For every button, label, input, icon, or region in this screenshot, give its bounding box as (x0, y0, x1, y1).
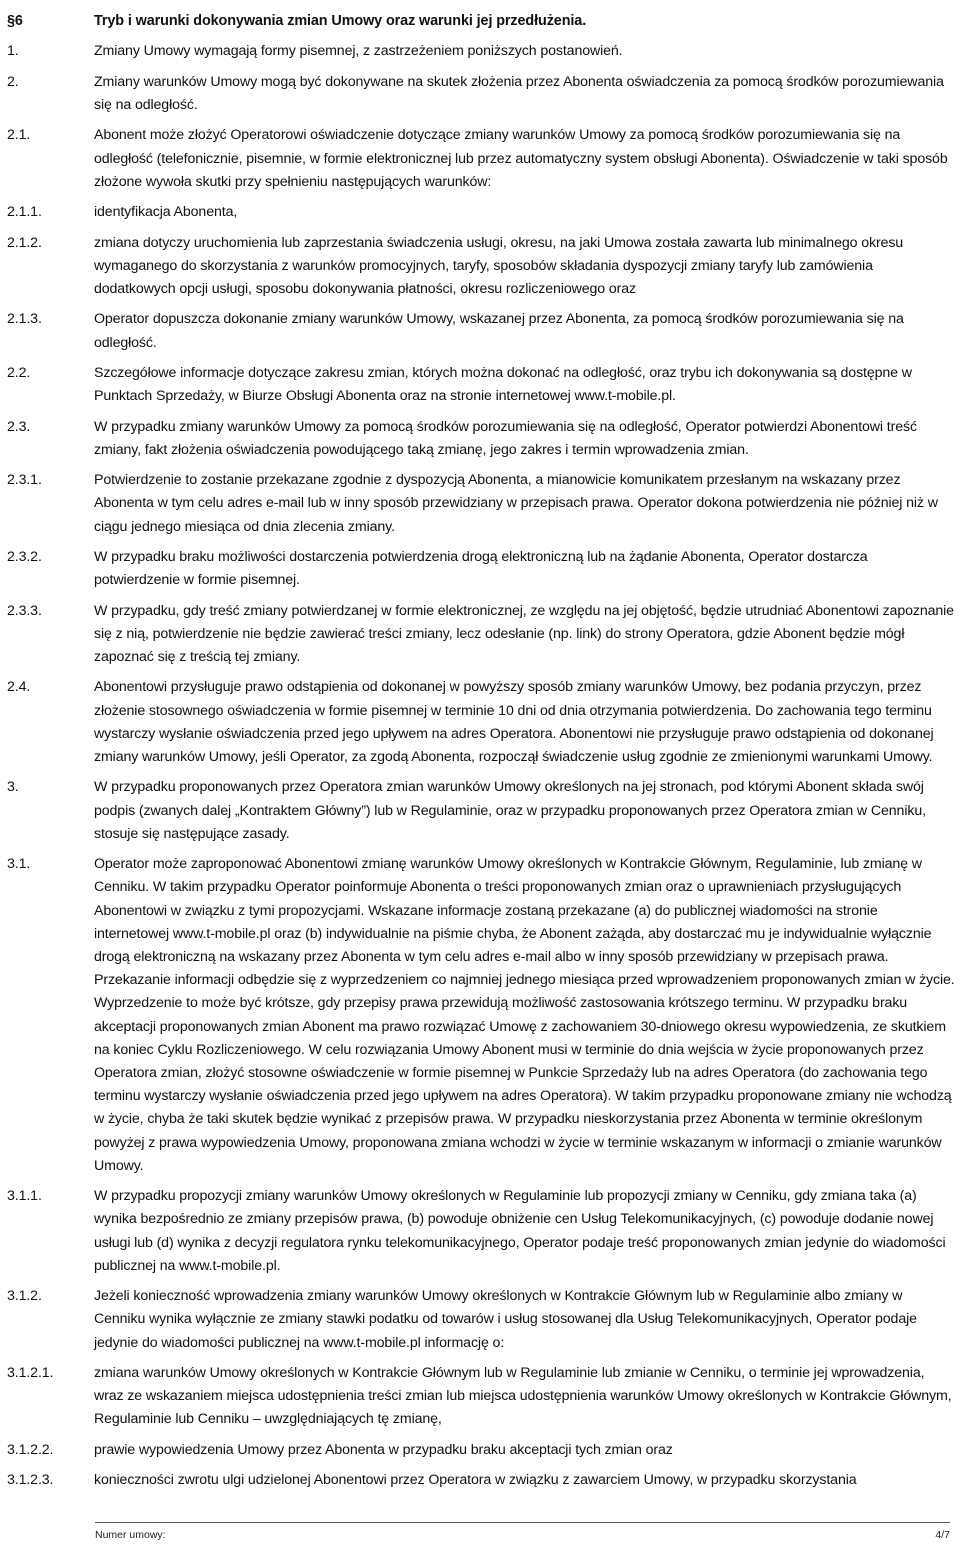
section-title: Tryb i warunki dokonywania zmian Umowy oraz warunki jej przedłużenia. (94, 13, 587, 29)
clause-3-1-2-3 (7, 1469, 955, 1492)
clause-text: Operator dopuszcza dokonanie zmiany warunków Umowy, wskazanej przez Abonenta, za pomocą środków porozumiewania się na odległość. (94, 311, 904, 351)
clause-number: 2.1.2. (7, 234, 42, 251)
clause-text: Jeżeli konieczność wprowadzenia zmiany warunków Umowy określonych w Kontrakcie Głównym lub w Regulaminie albo zmiany w Cenniku wynika wyłącznie ze zmiany stawki podatku od towarów i usług stosowanej dla Usług Telekomunikacyjnych, Operator podaje jedynie do wiadomości publicznej na www.t-mobile.pl informację o: (94, 1288, 917, 1351)
clause-text: W przypadku proponowanych przez Operatora zmian warunków Umowy określonych na jej stronach, pod którymi Abonent składa swój podpis (zwanych dalej „Kontraktem Główny”) lub w Regulaminie, oraz w przypadku proponowanych przez Operatora zmian w Cenniku, stosuje się następujące zasady. (94, 779, 926, 842)
clause-2-1 (7, 124, 955, 194)
clause-text: Operator może zaproponować Abonentowi zmianę warunków Umowy określonych w Kontrakcie Głównym, Regulaminie, lub zmianę w Cenniku. W takim przypadku Operator poinformuje Abonenta o treści proponowanych zmian oraz o uprawnieniach przysługujących Abonentowi w związku z tymi propozycjami. Wskazane informacje zostaną przekazane (a) do publicznej wiadomości na stronie internetowej www.t-mobile.pl oraz (b) indywidualnie na piśmie chyba, że Abonent zażąda, aby dostarczać mu je indywidualnie wyłącznie drogą elektroniczną na wskazany przez Abonenta w tym celu adres e-mail albo w inny sposób przewidziany w przepisach prawa. Przekazanie informacji odbędzie się z wyprzedzeniem co najmniej jednego miesiąca przed wprowadzeniem proponowanych zmian w życie. Wyprzedzenie to może być krótsze, gdy przepisy prawa przewidują możliwość zastosowania krótszego terminu. W przypadku braku akceptacji proponowanych zmian Abonent ma prawo rozwiązać Umowę z zachowaniem 30-dniowego okresu wypowiedzenia, ze skutkiem na koniec Cyklu Rozliczeniowego. W celu rozwiązania Umowy Abonent musi w terminie do dnia wejścia w życie proponowanych przez Operatora zmian, złożyć stosowne oświadczenie w formie pisemnej w Punkcie Sprzedaży lub na adres Operatora (do zachowania tego terminu wystarczy wysłanie oświadczenia przed jego upływem na adres Operatora). W takim przypadku proponowane zmiany nie wchodzą w życie, chyba że taki skutek będzie wynikać z przepisów prawa. W przypadku nieskorzystania przez Abonenta w terminie określonym powyżej z prawa wypowiedzenia Umowy, proponowana zmiana wchodzi w życie w terminie wskazanym w informacji o zmianie warunków Umowy. (94, 856, 955, 1174)
clause-number: 2.3.1. (7, 472, 42, 489)
clause-number: 2.1.3. (7, 311, 42, 328)
clause-number: 3.1.2. (7, 1288, 42, 1305)
clause-2-2 (7, 362, 955, 408)
clause-3-1 (7, 853, 955, 1178)
clause-text: identyfikacja Abonenta, (94, 204, 238, 221)
clause-text: Abonentowi przysługuje prawo odstąpienia od dokonanej w powyższy sposób zmiany warunków Umowy, bez podania przyczyn, przez złożenie stosownego oświadczenia w formie pisemnej w terminie 10 dni od dnia otrzymania potwierdzenia. Do zachowania tego terminu wystarczy wysłanie oświadczenia przed jego upływem na adres Operatora. Abonentowi nie przysługuje prawo odstąpienia od dokonanej zmiany warunków Umowy, jeśli Operator, za zgodą Abonenta, rozpoczął świadczenie usług zgodnie ze zmienionymi warunkami Umowy. (94, 679, 934, 765)
clause-text: Abonent może złożyć Operatorowi oświadczenie dotyczące zmiany warunków Umowy za pomocą środków porozumiewania się na odległość (telefonicznie, pisemnie, w formie elektronicznej lub przez automatyczny system obsługi Abonenta). Oświadczenie w taki sposób złożone wywoła skutki przy spełnieniu następujących warunków: (94, 127, 948, 190)
clause-number: 2.3.2. (7, 548, 42, 565)
section-heading (7, 10, 955, 33)
page-footer (95, 1522, 950, 1545)
clause-number: 3.1.1. (7, 1188, 42, 1205)
clause-number: 3. (7, 779, 19, 796)
clause-text: W przypadku braku możliwości dostarczenia potwierdzenia drogą elektroniczną lub na żądanie Abonenta, Operator dostarcza potwierdzenie w formie pisemnej. (94, 548, 868, 589)
clause-3 (7, 776, 955, 846)
clause-text: prawie wypowiedzenia Umowy przez Abonenta w przypadku braku akceptacji tych zmian oraz (94, 1441, 673, 1458)
clause-number: 2.4. (7, 679, 31, 696)
clause-3-1-2-1 (7, 1362, 955, 1432)
clause-number: 2.1.1. (7, 204, 42, 221)
clause-2-1-3 (7, 308, 955, 354)
clause-text: W przypadku, gdy treść zmiany potwierdzanej w formie elektronicznej, ze względu na jej objętość, będzie utrudniać Abonentowi zapoznanie się z nią, potwierdzenie nie będzie zawierać treści zmiany, lecz odesłanie (np. link) do strony Operatora, gdzie Abonent będzie mógł zapoznać się z treścią tej zmiany. (94, 602, 954, 665)
clause-text: Potwierdzenie to zostanie przekazane zgodnie z dyspozycją Abonenta, a mianowicie komunikatem przesłanym na wskazany przez Abonenta w tym celu adres e-mail lub w inny sposób przewidziany w przepisach prawa. Operator dokona potwierdzenia nie później niż w ciągu jednego miesiąca od dnia zlecenia zmiany. (94, 472, 938, 535)
clause-2-1-2 (7, 232, 955, 302)
clause-text: W przypadku propozycji zmiany warunków Umowy określonych w Regulaminie lub propozycji zmiany w Cenniku, gdy zmiana taka (a) wynika bezpośrednio ze zmiany przepisów prawa, (b) powoduje obniżenie cen Usług Telekomunikacyjnych, (c) powoduje dodanie nowej usługi lub (d) wynika z decyzji regulatora rynku telekomunikacyjnego, Operator podaje treść proponowanych zmian jedynie do wiadomości publicznej na www.t-mobile.pl. (94, 1188, 946, 1274)
clause-3-1-2 (7, 1285, 955, 1355)
clause-number: 3.1.2.3. (7, 1472, 54, 1489)
section-number: §6 (7, 13, 23, 29)
clause-text: zmiana warunków Umowy określonych w Kontrakcie Głównym lub w Regulaminie lub zmianie w Cenniku, o terminie jej wprowadzenia, wraz ze wskazaniem miejsca udostępnienia treści zmian lub miejsca udostępnienia warunków Umowy określonych w Kontrakcie Głównym, Regulaminie lub Cenniku – uwzględniających tę zmianę, (94, 1364, 952, 1428)
clause-text: konieczności zwrotu ulgi udzielonej Abonentowi przez Operatora w związku z zawarciem Umowy, w przypadku skorzystania (94, 1472, 857, 1489)
clause-2-1-1 (7, 201, 955, 224)
page-number: 4/7 (935, 1529, 950, 1541)
clause-number: 2.1. (7, 127, 31, 144)
clause-text: W przypadku zmiany warunków Umowy za pomocą środków porozumiewania się na odległość, Operator potwierdzi Abonentowi treść zmiany, fakt złożenia oświadczenia powodującego taką zmianę, jego zakres i termin wprowadzenia zmian. (94, 418, 917, 458)
clause-2 (7, 71, 955, 117)
clause-text: Zmiany Umowy wymagają formy pisemnej, z zastrzeżeniem poniższych postanowień. (94, 43, 623, 60)
clause-2-3-3 (7, 600, 955, 670)
clause-number: 3.1.2.1. (7, 1364, 54, 1381)
clause-3-1-1 (7, 1185, 955, 1278)
clause-number: 2.3.3. (7, 602, 42, 619)
contract-number-label: Numer umowy: (95, 1529, 166, 1541)
clause-number: 3.1. (7, 856, 31, 873)
clause-text: Zmiany warunków Umowy mogą być dokonywane na skutek złożenia przez Abonenta oświadczenia za pomocą środków porozumiewania się na odległość. (94, 73, 944, 113)
clause-number: 2.3. (7, 418, 31, 435)
clause-number: 2.2. (7, 364, 31, 381)
clause-2-3-2 (7, 546, 955, 592)
clause-number: 2. (7, 73, 19, 90)
clause-number: 3.1.2.2. (7, 1441, 54, 1458)
clause-text: zmiana dotyczy uruchomienia lub zaprzestania świadczenia usługi, okresu, na jaki Umowa została zawarta lub minimalnego okresu wymaganego do skorzystania z warunków promocyjnych, taryfy, sposobów składania dyspozycji zmiany taryfy lub zamówienia dodatkowych opcji usługi, sposobu dokonywania płatności, okresu rozliczeniowego oraz (94, 234, 904, 297)
clause-text: Szczegółowe informacje dotyczące zakresu zmian, których można dokonać na odległość, oraz trybu ich dokonywania są dostępne w Punktach Sprzedaży, w Biurze Obsługi Abonenta oraz na stronie internetowej www.t-mobile.pl. (94, 364, 912, 405)
clause-2-3-1 (7, 469, 955, 539)
clause-number: 1. (7, 43, 19, 60)
clause-1 (7, 40, 955, 63)
clause-2-3 (7, 416, 955, 462)
clause-2-4 (7, 676, 955, 769)
clause-3-1-2-2 (7, 1439, 955, 1462)
document-content (7, 10, 955, 1492)
